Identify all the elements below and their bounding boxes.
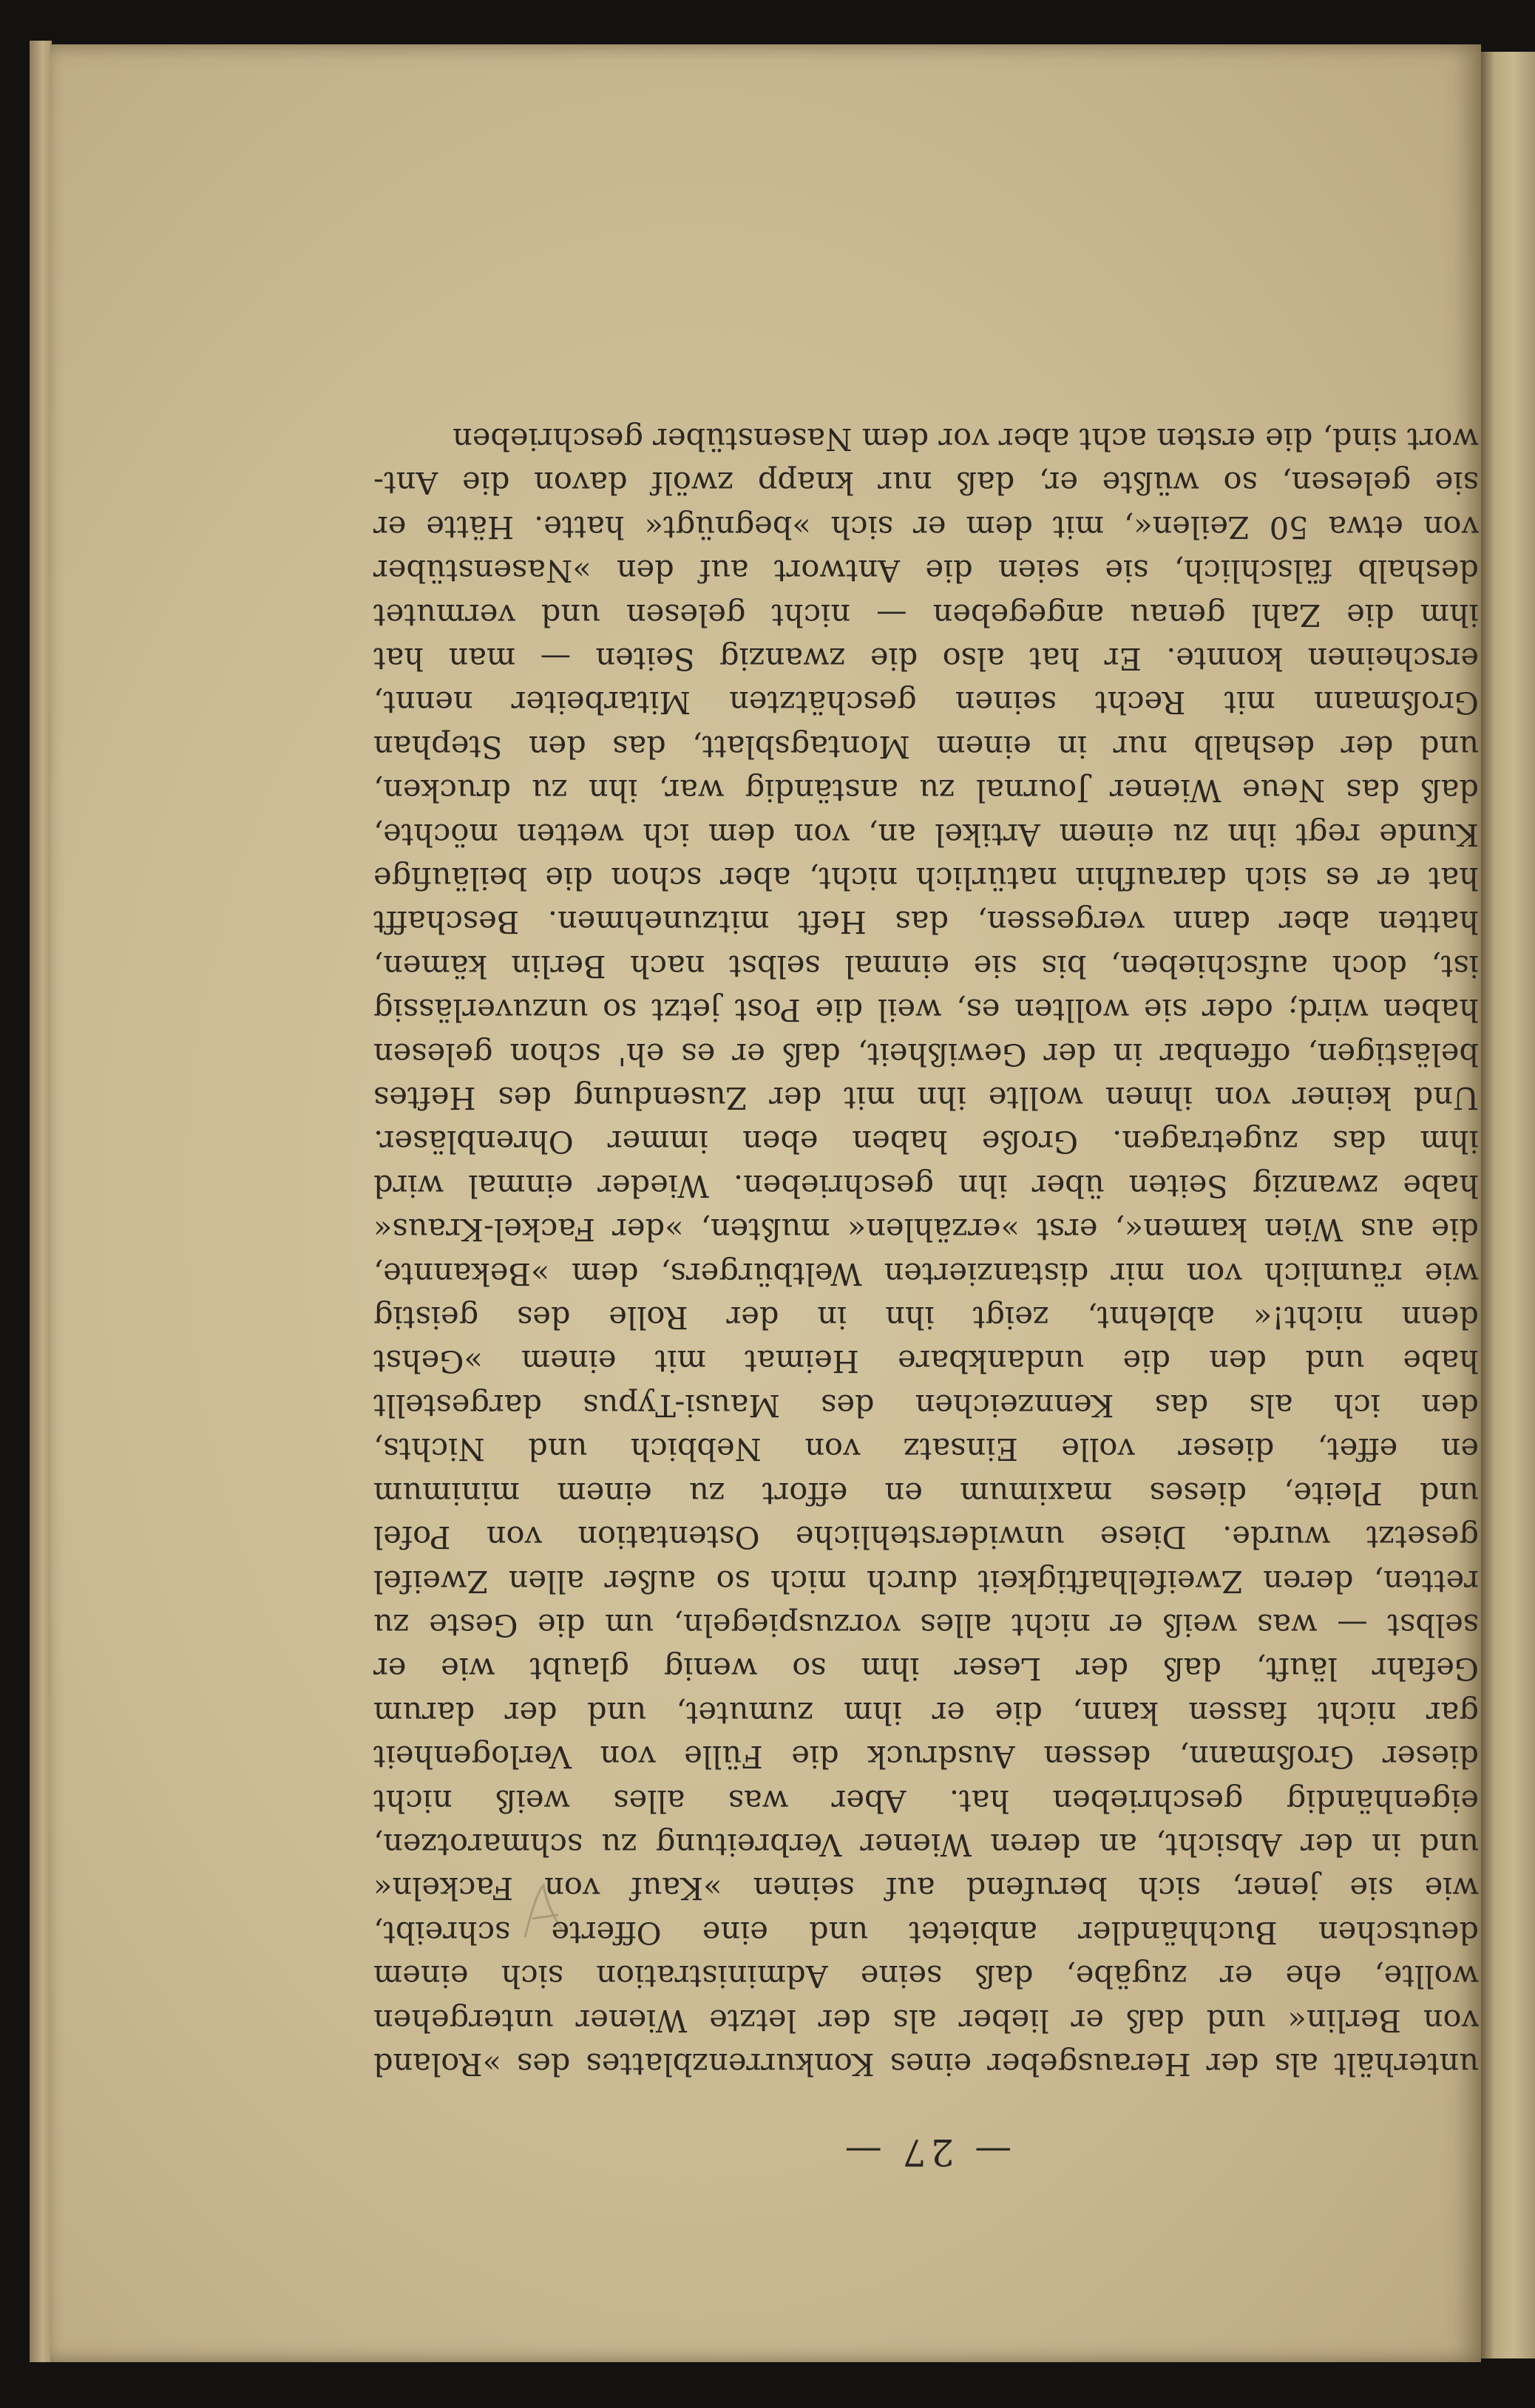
text-line: denn nicht!« ablehnt, zeigt ihn in der Rolle des geistig (373, 1300, 1479, 1337)
text-line: und Pleite, dieses maximum en effort zu einem minimum (373, 1475, 1479, 1512)
text-line: wollte, ehe er zugäbe, daß seine Administration sich einem (373, 1958, 1479, 1995)
text-line: en effet, dieser volle Einsatz von Nebbich und Nichts, (373, 1431, 1479, 1468)
text-line: ist, doch aufschieben, bis sie einmal selbst nach Berlin kämen, (373, 948, 1479, 985)
text-line: eigenhändig geschrieben hat. Aber was alles weiß nicht (373, 1783, 1479, 1819)
page-content (373, 347, 1479, 2174)
book-fore-edge (1481, 52, 1535, 2358)
text-line: den ich als das Kennzeichen des Mausi-Typus dargestellt (373, 1387, 1479, 1424)
text-line: sie gelesen, so wüßte er, daß nur knapp zwölf davon die Ant- (373, 465, 1479, 502)
text-line: Gefahr läuft, daß der Leser ihm so wenig glaubt wie er (373, 1651, 1479, 1688)
text-line: retten, deren Zweifelhaftigkeit durch mich so außer allen Zweifel (373, 1563, 1479, 1600)
text-line: Und keiner von ihnen wollte ihn mit der Zusendung des Heftes (373, 1080, 1479, 1117)
text-line: habe zwanzig Seiten über ihn geschrieben. Wieder einmal wird (373, 1167, 1479, 1204)
text-line: belästigen, offenbar in der Gewißheit, daß er es eh' schon gelesen (373, 1036, 1479, 1073)
text-line: selbst — was weiß er nicht alles vorzuspiegeln, um die Geste zu (373, 1607, 1479, 1644)
page-stack-edge (30, 41, 52, 2362)
text-line: erscheinen konnte. Er hat also die zwanzig Seiten — man hat (373, 641, 1479, 677)
text-line: wie räumlich von mir distanzierten Weltbürgers, dem »Bekannte, (373, 1255, 1479, 1292)
text-line: die aus Wien kamen«, erst »erzählen« mußten, »der Fackel-Kraus« (373, 1212, 1479, 1249)
text-line: unterhält als der Herausgeber eines Konkurrenzblattes des »Roland (373, 2046, 1479, 2083)
text-line: haben wird; oder sie wollten es, weil die Post jetzt so unzuverlässig (373, 992, 1479, 1029)
text-line: ihm das zugetragen. Große haben eben immer Ohrenbläser. (373, 1124, 1479, 1161)
text-line: deutschen Buchhändler anbietet und eine Offerte schreibt, (373, 1914, 1479, 1951)
text-line: ihm die Zahl genau angegeben — nicht gelesen und vermutet (373, 597, 1479, 634)
text-line: hat er es sich daraufhin natürlich nicht, aber schon die beiläufige (373, 861, 1479, 898)
text-line: gesetzt wurde. Diese unwiderstehliche Ostentation von Pofel (373, 1519, 1479, 1556)
text-line: Großmann mit Recht seinen geschätzten Mitarbeiter nennt, (373, 685, 1479, 722)
text-line: hatten aber dann vergessen, das Heft mitzunehmen. Beschafft (373, 904, 1479, 941)
text-line: Kunde regt ihn zu einem Artikel an, von dem ich wetten möchte, (373, 816, 1479, 853)
text-line: daß das Neue Wiener Journal zu anständig war, ihn zu drucken, (373, 773, 1479, 810)
text-line: habe und den die undankbare Heimat mit einem »Gehst (373, 1343, 1479, 1380)
text-line: gar nicht fassen kann, die er ihm zumutet, und der darum (373, 1695, 1479, 1732)
text-line: von etwa 50 Zeilen«, mit dem er sich »begnügt« hatte. Hätte er (373, 509, 1479, 546)
page-number: — 27 — (840, 2131, 1012, 2174)
text-line: wort sind, die ersten acht aber vor dem Nasenstüber geschrieben (453, 421, 1479, 458)
text-line: und in der Absicht, an deren Wiener Verbreitung zu schmarotzen, (373, 1826, 1479, 1863)
text-line: deshalb fälschlich, sie seien die Antwort auf den »Nasenstüber (373, 553, 1479, 590)
body-text (373, 418, 1479, 2086)
text-line: von Berlin« und daß er lieber als der letzte Wiener untergehen (373, 2002, 1479, 2039)
text-line: wie sie jener, sich berufend auf seinen »Kauf von Fackeln« (373, 1871, 1479, 1907)
text-line: und der deshalb nur in einem Montagsblatt, das den Stephan (373, 728, 1479, 765)
text-line: dieser Großmann, dessen Ausdruck die Fülle von Verlogenheit (373, 1739, 1479, 1776)
